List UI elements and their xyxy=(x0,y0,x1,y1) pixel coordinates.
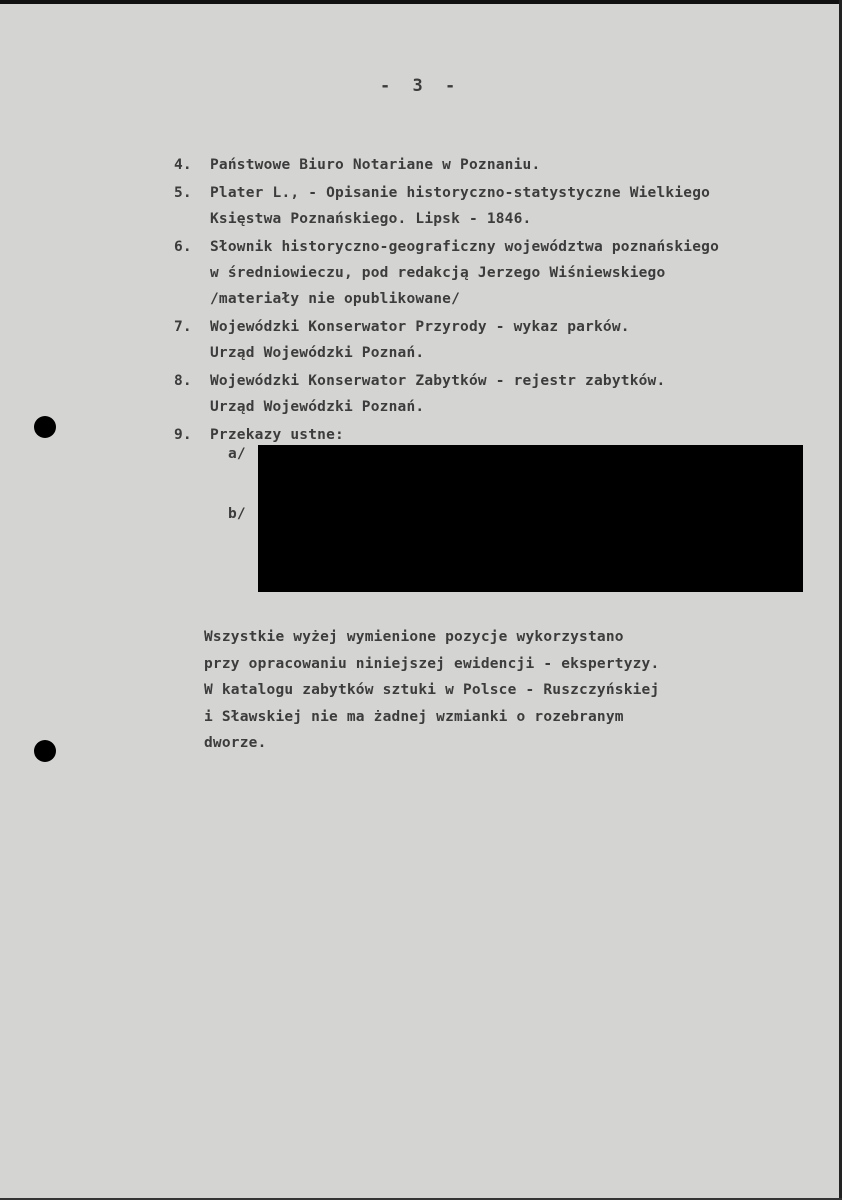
reference-number: 8. xyxy=(174,373,192,389)
reference-list xyxy=(174,152,814,450)
reference-item xyxy=(174,314,814,366)
reference-text: Słownik historyczno-geograficzny województwa poznańskiego xyxy=(210,239,719,255)
closing-line: i Sławskiej nie ma żadnej wzmianki o rozebranym xyxy=(204,708,624,725)
reference-item xyxy=(174,180,814,232)
reference-text: Plater L., - Opisanie historyczno-statystyczne Wielkiego xyxy=(210,185,711,201)
closing-line: Wszystkie wyżej wymienione pozycje wykorzystano xyxy=(204,629,624,645)
sub-item-label-a: a/ xyxy=(228,446,246,462)
punch-hole-lower xyxy=(34,740,56,762)
reference-text: Urząd Wojewódzki Poznań. xyxy=(210,399,425,415)
reference-text: Wojewódzki Konserwator Przyrody - wykaz parków. xyxy=(210,319,630,335)
reference-item xyxy=(174,152,814,178)
reference-text: Księstwa Poznańskiego. Lipsk - 1846. xyxy=(210,211,532,227)
reference-text: w średniowieczu, pod redakcją Jerzego Wiśniewskiego xyxy=(210,265,666,281)
closing-line: przy opracowaniu niniejszej ewidencji - ekspertyzy. xyxy=(204,655,660,672)
reference-number: 6. xyxy=(174,239,192,255)
sub-item-label-b: b/ xyxy=(228,506,246,522)
closing-paragraph xyxy=(204,624,804,757)
reference-text: Urząd Wojewódzki Poznań. xyxy=(210,345,425,361)
reference-item xyxy=(174,234,814,312)
reference-number: 7. xyxy=(174,319,192,335)
redaction-block xyxy=(258,445,803,592)
reference-number: 4. xyxy=(174,157,192,173)
closing-line: dworze. xyxy=(204,735,267,751)
closing-line: W katalogu zabytków sztuki w Polsce - Ruszczyńskiej xyxy=(204,682,660,698)
reference-text: Państwowe Biuro Notariane w Poznaniu. xyxy=(210,157,541,173)
reference-item xyxy=(174,368,814,420)
reference-number: 5. xyxy=(174,185,192,201)
scan-edge-top xyxy=(0,0,842,4)
reference-text: /materiały nie opublikowane/ xyxy=(210,291,461,307)
reference-number: 9. xyxy=(174,427,192,443)
page-number: - 3 - xyxy=(380,76,462,96)
reference-text: Przekazy ustne: xyxy=(210,427,344,443)
punch-hole-upper xyxy=(34,416,56,438)
reference-text: Wojewódzki Konserwator Zabytków - rejestr zabytków. xyxy=(210,373,666,389)
